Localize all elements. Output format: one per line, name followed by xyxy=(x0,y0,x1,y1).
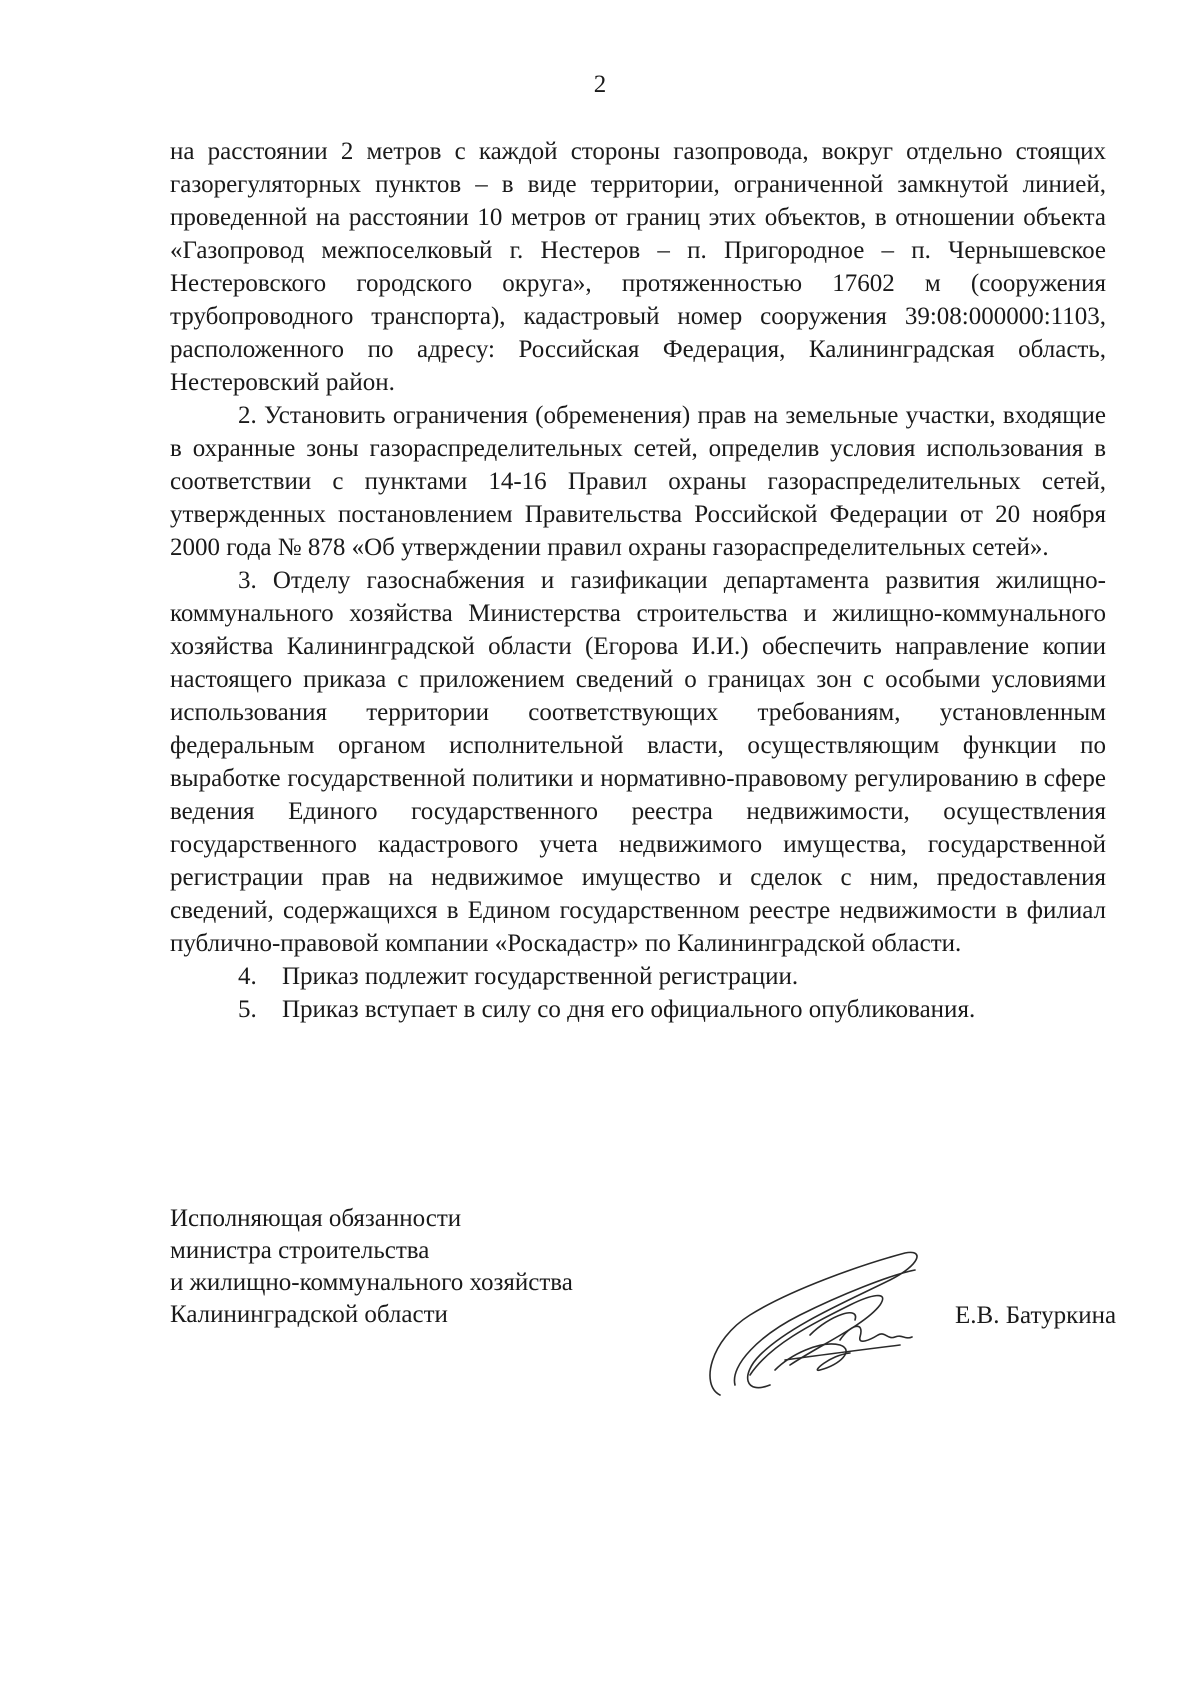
item-5-text: Приказ вступает в силу со дня его официального опубликования. xyxy=(282,996,976,1023)
signatory-position-line-3: и жилищно-коммунального хозяйства xyxy=(170,1269,573,1296)
item-4-number: 4. xyxy=(238,963,257,990)
signatory-position xyxy=(170,1203,573,1331)
item-5-number: 5. xyxy=(238,996,257,1023)
item-2-paragraph: 2. Установить ограничения (обременения) прав на земельные участки, входящие в охранные зоны газораспределительных сетей, определив условия использования в соответствии с пунктами 14-16 Правил охраны газораспределительных сетей, утвержденных постановлением Правительства Российской Федерации от 20 ноября 2000 года № 878 «Об утверждении правил охраны газораспределительных сетей». xyxy=(170,402,1106,561)
document-body xyxy=(170,135,1106,1026)
item-5-paragraph xyxy=(170,993,1106,1026)
signatory-position-line-4: Калининградской области xyxy=(170,1301,448,1328)
intro-paragraph: на расстоянии 2 метров с каждой стороны газопровода, вокруг отдельно стоящих газорегуляторных пунктов – в виде территории, ограниченной замкнутой линией, проведенной на расстоянии 10 метров от границ этих объектов, в отношении объекта «Газопровод межпоселковый г. Нестеров – п. Пригородное – п. Чернышевское Нестеровского городского округа», протяженностью 17602 м (сооружения трубопроводного транспорта), кадастровый номер сооружения 39:08:000000:1103, расположенного по адресу: Российская Федерация, Калининградская область, Нестеровский район. xyxy=(170,138,1106,396)
signatory-position-line-2: министра строительства xyxy=(170,1237,430,1264)
signatory-position-line-1: Исполняющая обязанности xyxy=(170,1205,462,1232)
handwritten-signature-icon xyxy=(690,1245,930,1415)
item-3-paragraph: 3. Отделу газоснабжения и газификации департамента развития жилищно-коммунального хозяйства Министерства строительства и жилищно-коммунального хозяйства Калининградской области (Егорова И.И.) обеспечить направление копии настоящего приказа с приложением сведений о границах зон с особыми условиями использования территории соответствующих требованиям, установленным федеральным органом исполнительной власти, осуществляющим функции по выработке государственной политики и нормативно-правовому регулированию в сфере ведения Единого государственного реестра недвижимости, осуществления государственного кадастрового учета недвижимого имущества, государственной регистрации прав на недвижимое имущество и сделок с ним, предоставления сведений, содержащихся в Едином государственном реестре недвижимости в филиал публично-правовой компании «Роскадастр» по Калининградской области. xyxy=(170,567,1106,957)
item-4-paragraph xyxy=(170,960,1106,993)
page-number: 2 xyxy=(593,71,607,98)
signer-name: Е.В. Батуркина xyxy=(955,1302,1117,1329)
item-4-text: Приказ подлежит государственной регистрации. xyxy=(282,963,799,990)
